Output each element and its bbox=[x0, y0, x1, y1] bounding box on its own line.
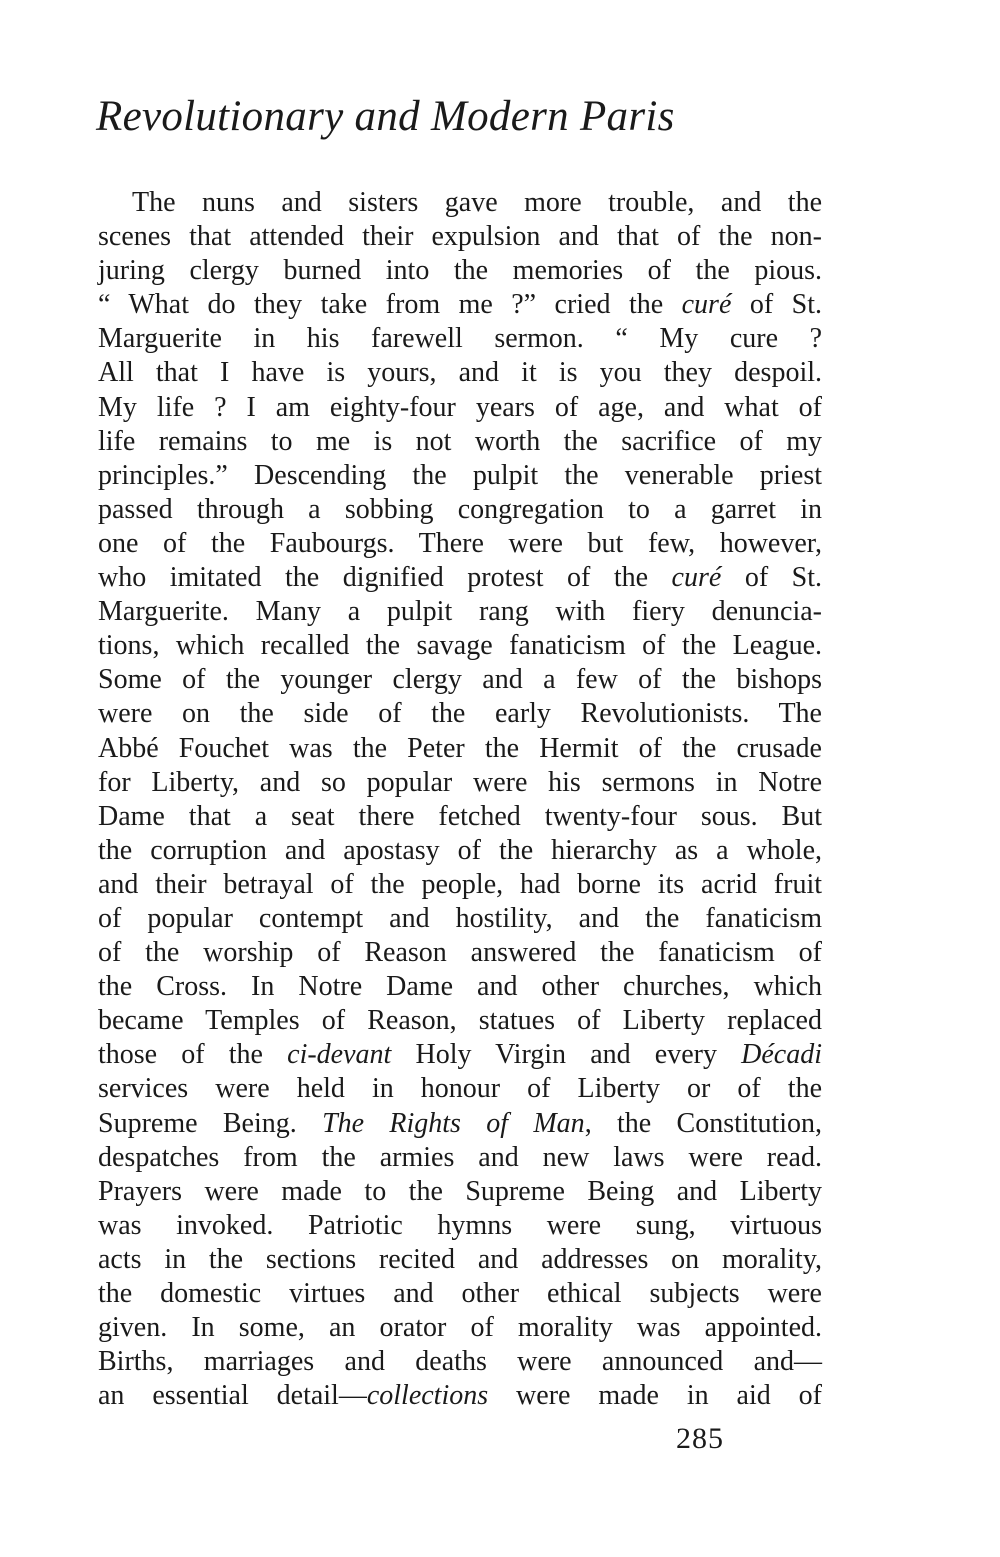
text-line bbox=[98, 1379, 822, 1413]
text-run: “ What do they take from me ?” cried the bbox=[98, 289, 682, 321]
text-run: were made in aid of bbox=[488, 1380, 822, 1412]
text-line bbox=[98, 459, 822, 493]
text-line bbox=[98, 902, 822, 936]
text-run: who imitated the dignified protest of the bbox=[98, 562, 672, 594]
text-line bbox=[98, 356, 822, 390]
running-head: Revolutionary and Modern Paris bbox=[96, 93, 675, 140]
text-run: Abbé Fouchet was the Peter the Hermit of the crusade bbox=[98, 732, 822, 764]
text-run: , the Constitution, bbox=[584, 1107, 822, 1139]
italic-text: The Rights of Man bbox=[322, 1107, 585, 1139]
text-line bbox=[98, 493, 822, 527]
text-run: Births, marriages and deaths were announced and— bbox=[98, 1346, 822, 1378]
italic-text: Décadi bbox=[741, 1039, 823, 1071]
text-run: of St. bbox=[721, 562, 822, 594]
text-run: life remains to me is not worth the sacrifice of my bbox=[98, 425, 822, 457]
text-run: of popular contempt and hostility, and the fanaticism bbox=[98, 902, 822, 934]
text-run: All that I have is yours, and it is you they despoil. bbox=[98, 357, 822, 389]
text-run: was invoked. Patriotic hymns were sung, virtuous bbox=[98, 1209, 822, 1241]
text-run: scenes that attended their expulsion and that of the non- bbox=[98, 221, 822, 253]
text-line bbox=[98, 1004, 822, 1038]
text-line bbox=[98, 1209, 822, 1243]
text-line bbox=[98, 254, 822, 288]
page-number: 285 bbox=[676, 1422, 724, 1455]
text-run: the domestic virtues and other ethical subjects were bbox=[98, 1278, 822, 1309]
text-run: Some of the younger clergy and a few of the bishops bbox=[98, 664, 822, 696]
italic-text: ci-devant bbox=[287, 1039, 392, 1071]
text-run: passed through a sobbing congregation to a garret in bbox=[98, 493, 822, 525]
italic-text: collections bbox=[366, 1380, 489, 1412]
text-run: Supreme Being. bbox=[98, 1107, 323, 1139]
text-run: the Cross. In Notre Dame and other churches, which bbox=[98, 971, 822, 1003]
text-run: were on the side of the early Revolutionists. The bbox=[98, 698, 822, 730]
text-run: My life ? I am eighty-four years of age, and what of bbox=[98, 391, 822, 423]
text-line bbox=[98, 800, 822, 834]
text-line bbox=[98, 970, 822, 1004]
text-run: and their betrayal of the people, had borne its acrid fruit bbox=[98, 868, 822, 900]
text-line bbox=[98, 1107, 822, 1141]
text-run: became Temples of Reason, statues of Liberty replaced bbox=[98, 1005, 822, 1037]
text-run: of the worship of Reason answered the fanaticism of bbox=[98, 937, 822, 969]
text-line bbox=[98, 834, 822, 868]
text-line bbox=[98, 595, 822, 629]
text-run: for Liberty, and so popular were his sermons in Notre bbox=[98, 766, 822, 798]
text-run: services were held in honour of Liberty or of the bbox=[98, 1073, 822, 1105]
text-run: one of the Faubourgs. There were but few, however, bbox=[98, 527, 822, 559]
text-run: despatches from the armies and new laws were read. bbox=[98, 1141, 822, 1173]
text-line bbox=[98, 1038, 822, 1072]
text-line bbox=[98, 425, 822, 459]
text-line bbox=[98, 936, 822, 970]
text-run: Holy Virgin and every bbox=[391, 1039, 742, 1071]
text-run: tions, which recalled the savage fanaticism of the League. bbox=[98, 630, 822, 662]
page-body-text bbox=[98, 186, 822, 1413]
italic-text: curé bbox=[671, 562, 722, 594]
text-run: of St. bbox=[731, 289, 822, 321]
text-line bbox=[98, 732, 822, 766]
text-line bbox=[98, 186, 822, 220]
text-run: Dame that a seat there fetched twenty-four sous. But bbox=[98, 800, 822, 832]
text-line bbox=[98, 288, 822, 322]
italic-text: curé bbox=[681, 289, 732, 321]
text-line bbox=[98, 391, 822, 425]
text-run: the corruption and apostasy of the hierarchy as a whole, bbox=[98, 834, 822, 866]
text-line bbox=[98, 1277, 822, 1311]
text-line bbox=[98, 766, 822, 800]
text-line bbox=[98, 868, 822, 902]
text-run: acts in the sections recited and addresses on morality, bbox=[98, 1243, 822, 1275]
text-line bbox=[98, 1345, 822, 1379]
text-run: Prayers were made to the Supreme Being and Liberty bbox=[98, 1175, 822, 1207]
text-run: juring clergy burned into the memories of the pious. bbox=[98, 255, 822, 287]
text-line bbox=[98, 663, 822, 697]
text-run: principles.” Descending the pulpit the venerable priest bbox=[98, 459, 822, 491]
text-run: an essential detail— bbox=[98, 1380, 367, 1412]
text-run: Marguerite. Many a pulpit rang with fiery denuncia- bbox=[98, 596, 822, 628]
text-line bbox=[98, 697, 822, 731]
text-line bbox=[98, 322, 822, 356]
text-run: Marguerite in his farewell sermon. “ My cure ? bbox=[98, 323, 822, 355]
text-line bbox=[98, 1311, 822, 1345]
text-line bbox=[98, 1141, 822, 1175]
text-line bbox=[98, 220, 822, 254]
text-line bbox=[98, 561, 822, 595]
text-run: The nuns and sisters gave more trouble, and the bbox=[132, 187, 822, 218]
text-line bbox=[98, 1243, 822, 1277]
text-run: those of the bbox=[98, 1039, 288, 1071]
text-run: given. In some, an orator of morality was appointed. bbox=[98, 1312, 822, 1344]
text-line bbox=[98, 629, 822, 663]
text-line bbox=[98, 1175, 822, 1209]
text-line bbox=[98, 527, 822, 561]
text-line bbox=[98, 1072, 822, 1106]
